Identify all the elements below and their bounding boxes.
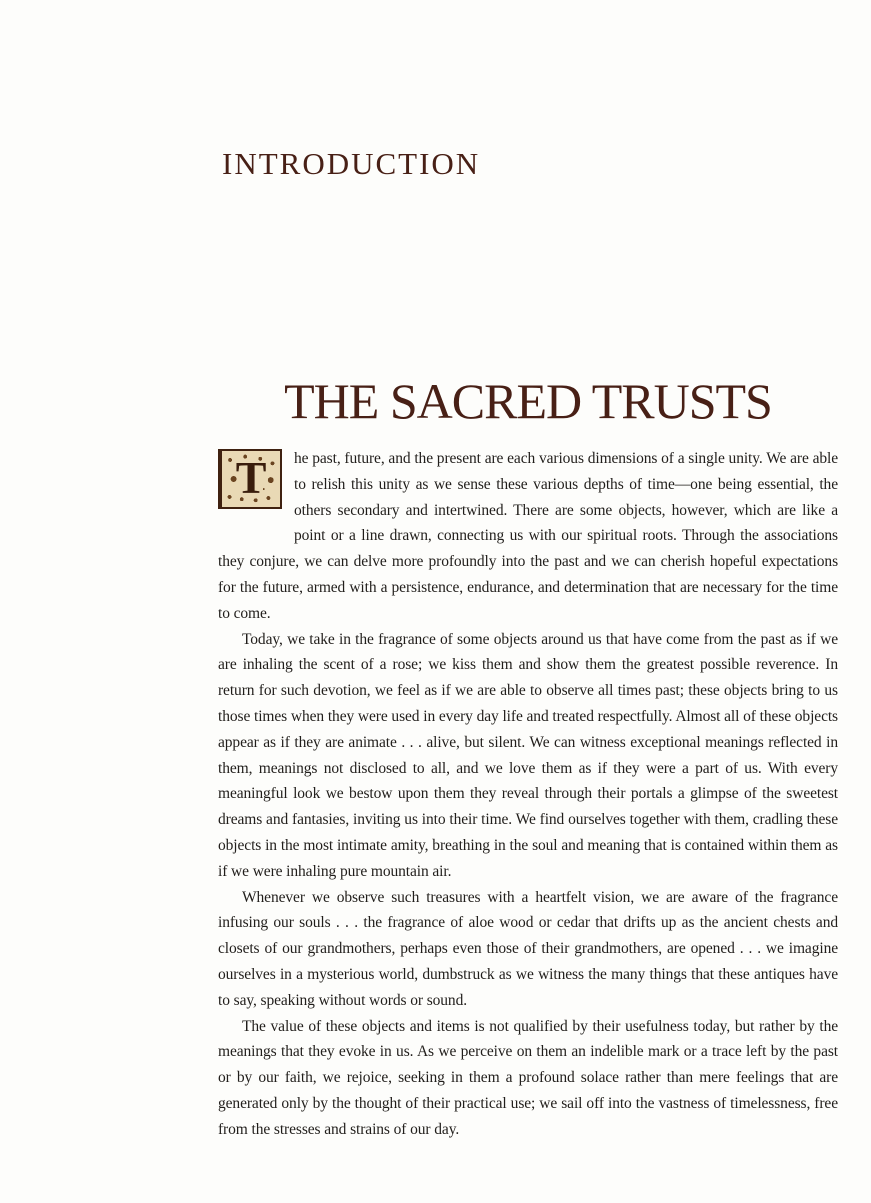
paragraph-2: Today, we take in the fragrance of some objects around us that have come from the past as if we are inhaling the scent of a rose; we kiss them and show them the greatest possible reverence. In return for such devotion, we feel as if we are able to observe all times past; these objects bring to us those times when they were used in every day life and treated respectfully. Almost all of these objects appear as if they are animate . . . alive, but silent. We can witness exceptional meanings reflected in them, meanings not disclosed to all, and we love them as if they were a part of us. With every meaningful look we bestow upon them they reveal through their portals a glimpse of the sweetest dreams and fantasies, inviting us into their time. We find ourselves together with them, cradling these objects in the most intimate amity, breathing in the soul and meaning that is contained within them as if we were inhaling pure mountain air. (218, 630, 838, 880)
paragraph-3: Whenever we observe such treasures with a heartfelt vision, we are aware of the fragrance infusing our souls . . . the fragrance of aloe wood or cedar that drifts up as the ancient chests and closets of our grandmothers, perhaps even those of their grandmothers, are opened . . . we imagine ourselves in a mysterious world, dumbstruck as we witness the many things that these antiques have to say, speaking without words or sound. (218, 888, 838, 1009)
body-text (218, 446, 838, 1143)
ornate-dropcap: T (218, 449, 282, 509)
chapter-kicker: INTRODUCTION (222, 146, 481, 181)
paragraph-1-text: he past, future, and the present are each various dimensions of a single unity. We are able to relish this unity as we sense these various depths of time—one being essential, the others secondary and intertwined. There are some objects, however, which are like a point or a line drawn, connecting us with our spiritual roots. Through the associations they conjure, we can delve more profoundly into the past and we can cherish hopeful expectations for the future, armed with a persistence, endurance, and determination that are necessary for the time to come. (218, 450, 838, 622)
paragraph-1 (218, 446, 838, 627)
chapter-title: THE SACRED TRUSTS (284, 373, 772, 429)
paragraph-4: The value of these objects and items is not qualified by their usefulness today, but rather by the meanings that they evoke in us. As we perceive on them an indelible mark or a trace left by the past or by our faith, we rejoice, seeking in them a profound solace rather than mere feelings that are generated only by the thought of their practical use; we sail off into the vastness of timelessness, free from the stresses and strains of our day. (218, 1017, 838, 1138)
